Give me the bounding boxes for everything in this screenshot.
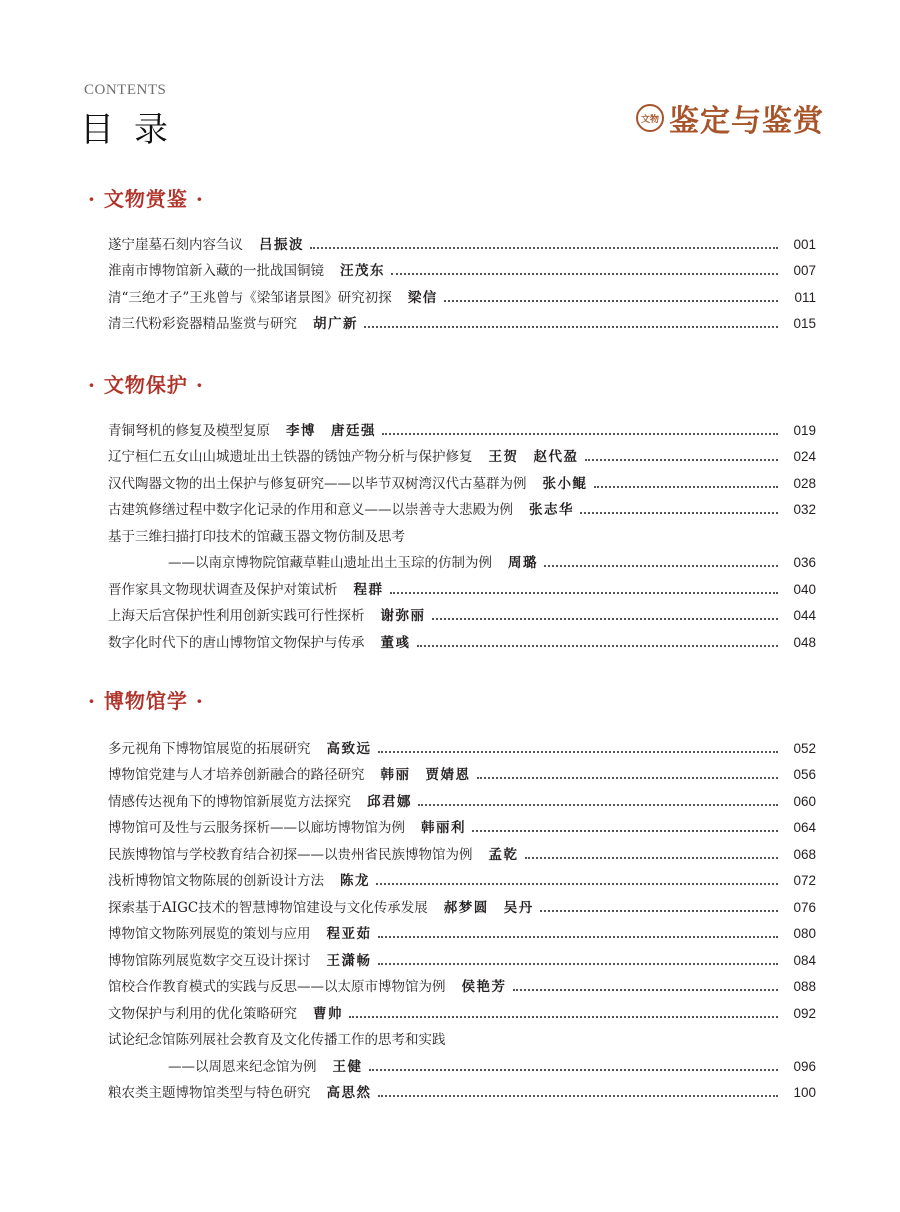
- entry-author: 董彧: [380, 634, 411, 651]
- entry-title: 基于三维扫描打印技术的馆藏玉器文物仿制及思考: [108, 528, 405, 545]
- dot-leader: [444, 300, 778, 302]
- entry-page-number: 011: [794, 289, 816, 305]
- toc-entry[interactable]: [108, 1022, 816, 1049]
- entry-author: 曹帅: [313, 1005, 343, 1022]
- entry-title: 遂宁崖墓石刻内容刍议: [108, 236, 243, 253]
- dot-leader: [472, 830, 778, 832]
- dot-leader: [418, 804, 778, 806]
- journal-logo: [636, 96, 824, 140]
- toc-entry[interactable]: [108, 810, 816, 837]
- entry-page-number: 019: [793, 422, 816, 438]
- toc-list: [108, 226, 816, 332]
- dot-leader: [382, 433, 778, 435]
- entry-page-number: 076: [793, 899, 816, 915]
- entry-page-number: 024: [793, 449, 816, 464]
- toc-entry[interactable]: [108, 545, 816, 572]
- entry-page-number: 028: [793, 475, 816, 491]
- toc-entry[interactable]: [108, 916, 816, 943]
- entry-author: 孟乾: [488, 846, 519, 863]
- dot-leader: [580, 512, 778, 514]
- toc-entry[interactable]: [108, 836, 816, 863]
- entry-title: 青铜弩机的修复及模型复原: [108, 422, 270, 439]
- entry-title: 辽宁桓仁五女山山城遗址出土铁器的锈蚀产物分析与保护修复: [108, 449, 473, 465]
- entry-author: 吕振波: [259, 236, 304, 253]
- entry-author: 张志华: [529, 502, 574, 518]
- entry-author: 张小鲲: [542, 475, 588, 492]
- page-title: 目录: [80, 110, 188, 150]
- entry-page-number: 015: [793, 316, 816, 331]
- entry-page-number: 032: [793, 502, 816, 517]
- toc-entry[interactable]: [108, 253, 816, 280]
- toc-entry[interactable]: [108, 889, 816, 916]
- toc-entry[interactable]: [108, 624, 816, 651]
- toc-entry[interactable]: [108, 995, 816, 1022]
- entry-title: 晋作家具文物现状调查及保护对策试析: [108, 581, 338, 598]
- entry-page-number: 036: [793, 555, 816, 570]
- entry-author: 程群: [353, 581, 384, 598]
- dot-leader: [417, 645, 779, 647]
- entry-author: 胡广新: [313, 316, 358, 332]
- section-title: · 文物赏鉴 ·: [88, 187, 204, 211]
- entry-page-number: 096: [793, 1058, 816, 1074]
- toc-entry[interactable]: [108, 306, 816, 333]
- entry-author: 高致远: [326, 740, 372, 757]
- toc-entry[interactable]: [108, 1075, 816, 1102]
- entry-author: 郝梦圆 吴丹: [443, 899, 534, 916]
- entry-page-number: 007: [793, 263, 816, 278]
- toc-entry[interactable]: [108, 863, 816, 890]
- entry-title: 探索基于AIGC技术的智慧博物馆建设与文化传承发展: [108, 899, 428, 916]
- dot-leader: [376, 883, 778, 885]
- dot-leader: [513, 989, 779, 991]
- entry-author: 王贺 赵代盈: [488, 449, 579, 465]
- dot-leader: [525, 857, 779, 859]
- toc-entry[interactable]: [108, 439, 816, 466]
- entry-page-number: 044: [793, 608, 816, 623]
- dot-leader: [378, 963, 779, 965]
- entry-title: 文物保护与利用的优化策略研究: [108, 1005, 297, 1022]
- entry-author: 高思然: [326, 1085, 372, 1101]
- entry-author: 梁信: [407, 289, 438, 306]
- section-title: · 博物馆学 ·: [88, 689, 204, 713]
- dot-leader: [585, 459, 779, 461]
- entry-title: 博物馆党建与人才培养创新融合的路径研究: [108, 767, 365, 783]
- entry-author: 周璐: [508, 555, 538, 571]
- dot-leader: [594, 486, 779, 488]
- dot-leader: [364, 326, 778, 328]
- toc-list: [108, 730, 816, 1101]
- toc-entry[interactable]: [108, 492, 816, 519]
- entry-page-number: 084: [793, 952, 816, 968]
- page-header: [80, 82, 824, 152]
- entry-title: 清“三绝才子”王兆曾与《梁邹诸景图》研究初探: [108, 289, 392, 306]
- dot-leader: [544, 565, 778, 567]
- entry-title: 多元视角下博物馆展览的拓展研究: [108, 740, 311, 757]
- entry-page-number: 064: [793, 820, 816, 835]
- entry-title: ——以周恩来纪念馆为例: [168, 1058, 317, 1075]
- entry-page-number: 048: [793, 634, 816, 650]
- logo-text: 鉴定与鉴赏: [669, 104, 824, 139]
- entry-author: 王潇畅: [326, 952, 372, 969]
- entry-page-number: 100: [793, 1085, 816, 1100]
- entry-page-number: 001: [793, 236, 816, 252]
- toc-entry[interactable]: [108, 783, 816, 810]
- dot-leader: [432, 618, 779, 620]
- entry-author: 韩丽利: [421, 820, 466, 836]
- toc-entry[interactable]: [108, 465, 816, 492]
- toc-entry[interactable]: [108, 942, 816, 969]
- entry-author: 陈龙: [340, 873, 370, 889]
- dot-leader: [477, 777, 779, 779]
- logo-seal-icon: 文物: [636, 104, 664, 132]
- dot-leader: [369, 1069, 779, 1071]
- entry-title: 馆校合作教育模式的实践与反思——以太原市博物馆为例: [108, 979, 446, 995]
- entry-page-number: 088: [793, 979, 816, 994]
- toc-entry[interactable]: [108, 412, 816, 439]
- entry-title: 浅析博物馆文物陈展的创新设计方法: [108, 873, 324, 889]
- entry-author: 韩丽 贾婧恩: [380, 767, 471, 783]
- entry-title: 古建筑修缮过程中数字化记录的作用和意义——以崇善寺大悲殿为例: [108, 502, 513, 518]
- entry-title: 情感传达视角下的博物馆新展览方法探究: [108, 793, 351, 810]
- toc-entry[interactable]: [108, 598, 816, 625]
- entry-page-number: 072: [793, 873, 816, 888]
- entry-page-number: 052: [793, 740, 816, 756]
- entry-title: 汉代陶器文物的出土保护与修复研究——以毕节双树湾汉代古墓群为例: [108, 475, 527, 492]
- entry-author: 李博 唐廷强: [286, 422, 376, 439]
- toc-list: [108, 412, 816, 651]
- entry-title: 淮南市博物馆新入藏的一批战国铜镜: [108, 263, 324, 279]
- entry-page-number: 080: [793, 926, 816, 941]
- entry-title: 粮农类主题博物馆类型与特色研究: [108, 1085, 311, 1101]
- entry-author: 邱君娜: [367, 793, 412, 810]
- entry-author: 侯艳芳: [461, 979, 507, 995]
- toc-entry[interactable]: [108, 969, 816, 996]
- entry-title: 清三代粉彩瓷器精品鉴赏与研究: [108, 316, 297, 332]
- toc-entry[interactable]: [108, 226, 816, 253]
- dot-leader: [391, 273, 778, 275]
- dot-leader: [378, 751, 779, 753]
- dot-leader: [378, 936, 779, 938]
- entry-page-number: 092: [793, 1005, 816, 1021]
- dot-leader: [390, 592, 779, 594]
- entry-title: ——以南京博物院馆藏草鞋山遗址出土玉琮的仿制为例: [168, 555, 492, 571]
- entry-title: 博物馆文物陈列展览的策划与应用: [108, 926, 311, 942]
- entry-page-number: 068: [793, 846, 816, 862]
- dot-leader: [540, 910, 778, 912]
- entry-title: 民族博物馆与学校教育结合初探——以贵州省民族博物馆为例: [108, 846, 473, 863]
- dot-leader: [349, 1016, 778, 1018]
- section-title: · 文物保护 ·: [88, 373, 204, 397]
- entry-page-number: 056: [793, 767, 816, 782]
- entry-page-number: 040: [793, 581, 816, 597]
- toc-entry[interactable]: [108, 518, 816, 545]
- entry-author: 谢弥丽: [380, 608, 426, 624]
- toc-entry[interactable]: [108, 730, 816, 757]
- entry-page-number: 060: [793, 793, 816, 809]
- toc-entry[interactable]: [108, 571, 816, 598]
- entry-author: 程亚茹: [326, 926, 372, 942]
- dot-leader: [378, 1095, 779, 1097]
- entry-title: 上海天后宫保护性利用创新实践可行性探析: [108, 608, 365, 624]
- entry-title: 博物馆可及性与云服务探析——以廊坊博物馆为例: [108, 820, 405, 836]
- entry-title: 试论纪念馆陈列展社会教育及文化传播工作的思考和实践: [108, 1032, 446, 1048]
- entry-title: 数字化时代下的唐山博物馆文物保护与传承: [108, 634, 365, 651]
- entry-author: 汪茂东: [340, 263, 385, 279]
- entry-title: 博物馆陈列展览数字交互设计探讨: [108, 952, 311, 969]
- toc-entry[interactable]: [108, 279, 816, 306]
- toc-entry[interactable]: [108, 1048, 816, 1075]
- contents-label: CONTENTS: [84, 82, 167, 98]
- entry-author: 王健: [332, 1058, 363, 1075]
- dot-leader: [310, 247, 778, 249]
- toc-entry[interactable]: [108, 757, 816, 784]
